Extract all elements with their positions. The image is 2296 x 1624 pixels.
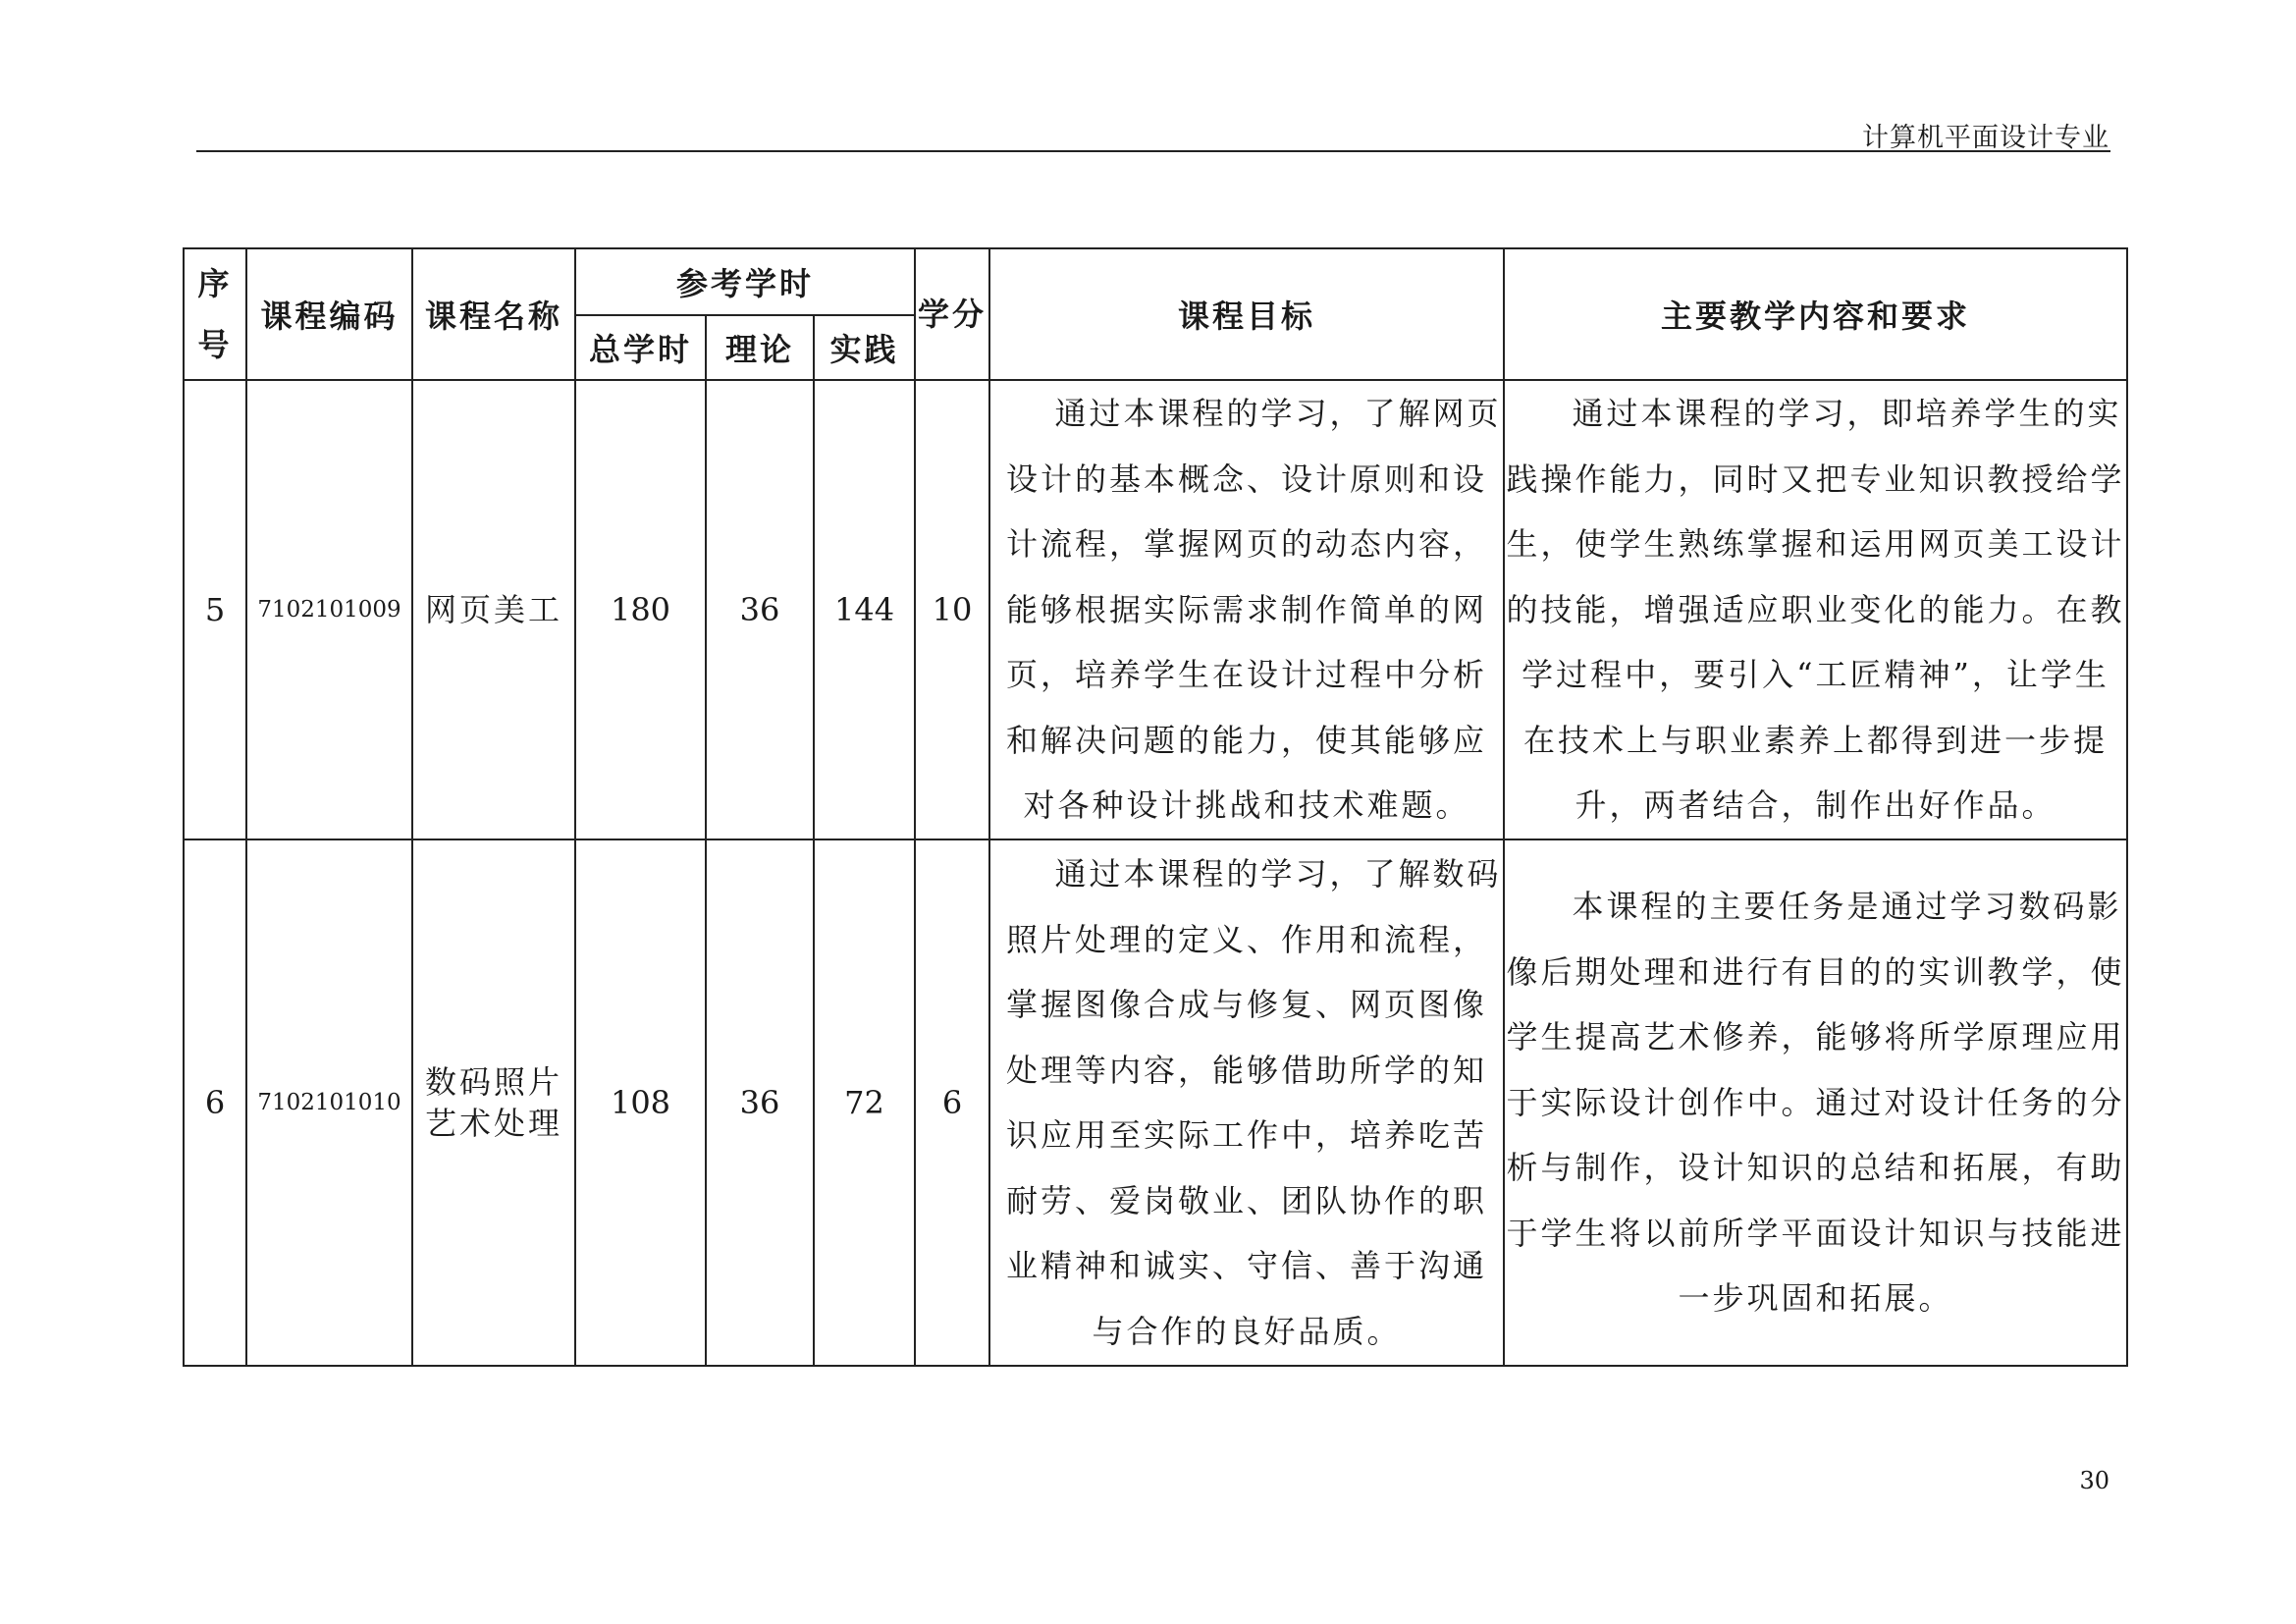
header-credits: 学分 xyxy=(915,248,989,380)
row-practice: 144 xyxy=(814,380,915,839)
running-header: 计算机平面设计专业 xyxy=(1862,123,2109,153)
row-credits: 6 xyxy=(915,839,989,1366)
header-content: 主要教学内容和要求 xyxy=(1504,248,2127,380)
page-number: 30 xyxy=(2079,1467,2109,1494)
header-practice: 实践 xyxy=(814,315,915,380)
row-goal: 通过本课程的学习，了解网页设计的基本概念、设计原则和设计流程，掌握网页的动态内容，能够根据实际需求制作简单的网页，培养学生在设计过程中分析和解决问题的能力，使其能够应对各种设计挑战和技术难题。 xyxy=(989,380,1504,839)
header-total-hours: 总学时 xyxy=(575,315,706,380)
row-theory: 36 xyxy=(706,839,814,1366)
header-rule xyxy=(196,150,2110,152)
row-content: 通过本课程的学习，即培养学生的实践操作能力，同时又把专业知识教授给学生，使学生熟练掌握和运用网页美工设计的技能，增强适应职业变化的能力。在教学过程中，要引入“工匠精神”，让学生在技术上与职业素养上都得到进一步提升，两者结合，制作出好作品。 xyxy=(1504,380,2127,839)
row-total-hours: 180 xyxy=(575,380,706,839)
row-code: 7102101009 xyxy=(246,380,412,839)
header-name: 课程名称 xyxy=(412,248,575,380)
row-index: 5 xyxy=(184,380,246,839)
table-header-row xyxy=(184,248,2127,315)
row-practice: 72 xyxy=(814,839,915,1366)
row-theory: 36 xyxy=(706,380,814,839)
row-name: 数码照片艺术处理 xyxy=(412,839,575,1366)
header-code: 课程编码 xyxy=(246,248,412,380)
row-index: 6 xyxy=(184,839,246,1366)
header-reference-hours: 参考学时 xyxy=(575,248,915,315)
table-row xyxy=(184,380,2127,839)
row-total-hours: 108 xyxy=(575,839,706,1366)
row-credits: 10 xyxy=(915,380,989,839)
row-goal: 通过本课程的学习，了解数码照片处理的定义、作用和流程，掌握图像合成与修复、网页图像处理等内容，能够借助所学的知识应用至实际工作中，培养吃苦耐劳、爱岗敬业、团队协作的职业精神和诚实、守信、善于沟通与合作的良好品质。 xyxy=(989,839,1504,1366)
header-index: 序号 xyxy=(184,248,246,380)
table-row xyxy=(184,839,2127,1366)
row-name: 网页美工 xyxy=(412,380,575,839)
row-content: 本课程的主要任务是通过学习数码影像后期处理和进行有目的的实训教学，使学生提高艺术修养，能够将所学原理应用于实际设计创作中。通过对设计任务的分析与制作，设计知识的总结和拓展，有助于学生将以前所学平面设计知识与技能进一步巩固和拓展。 xyxy=(1504,839,2127,1366)
course-table xyxy=(183,247,2128,1367)
header-goal: 课程目标 xyxy=(989,248,1504,380)
header-theory: 理论 xyxy=(706,315,814,380)
row-code: 7102101010 xyxy=(246,839,412,1366)
